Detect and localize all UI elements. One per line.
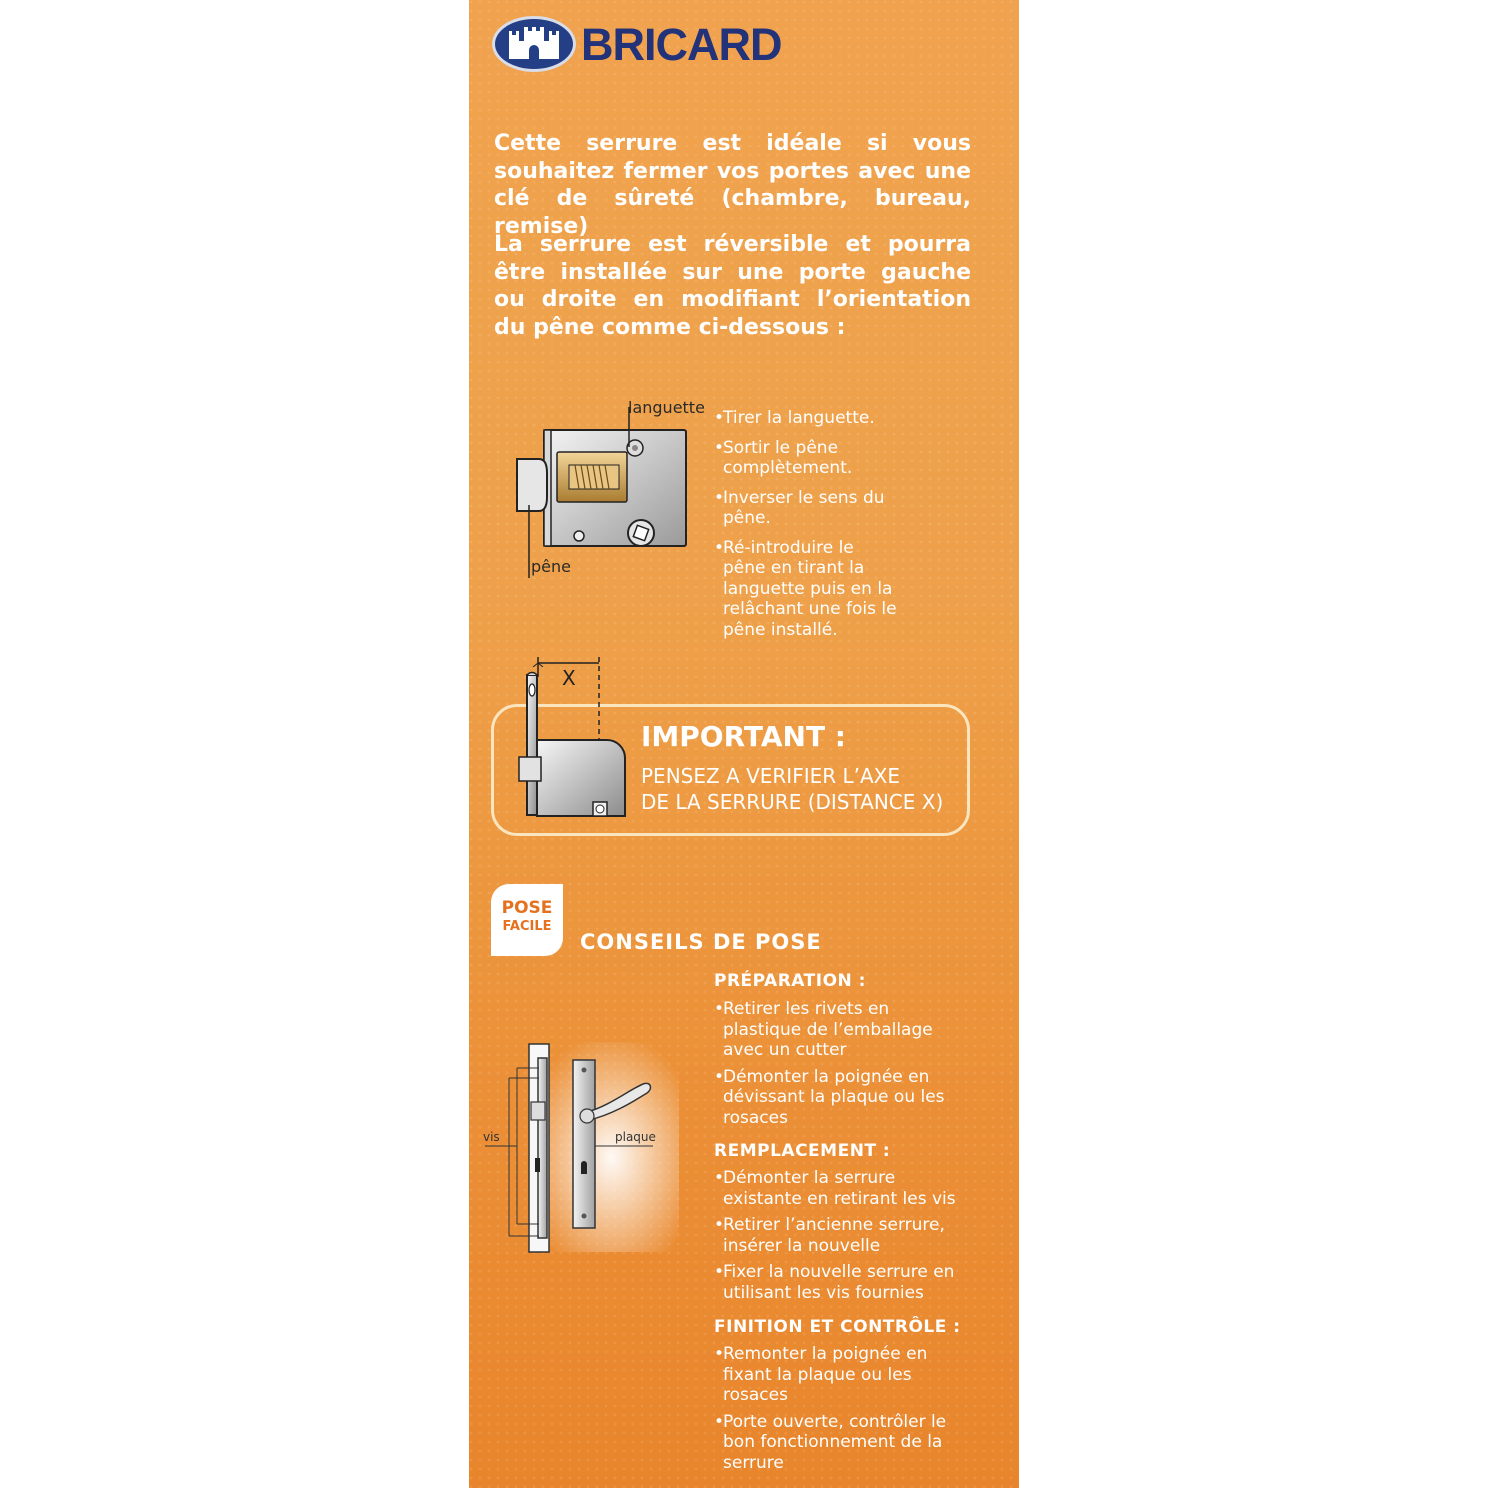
important-title: IMPORTANT : — [641, 720, 846, 753]
intro-paragraph-1: Cette serrure est idéale si vous souhaitez fermer vos portes avec une clé de sûreté (chambre, bureau, remise) — [494, 131, 971, 239]
list-item: • Démonter la poignée en dévissant la plaque ou les rosaces — [714, 1067, 964, 1129]
bricard-logo-emblem — [492, 16, 576, 72]
section-heading-finition: FINITION ET CONTRÔLE : — [714, 1317, 961, 1337]
step-item: • Sortir le pêne complètement. — [714, 438, 899, 479]
section-heading-remplacement: REMPLACEMENT : — [714, 1141, 891, 1161]
list-item: • Retirer l’ancienne serrure, insérer la nouvelle — [714, 1215, 964, 1256]
step-item: • Tirer la languette. — [714, 408, 899, 429]
languette-label: languette — [628, 398, 705, 417]
list-item: • Remonter la poignée en fixant la plaque ou les rosaces — [714, 1344, 964, 1406]
important-line-1: PENSEZ A VERIFIER L’AXE — [641, 764, 901, 788]
vis-label: vis — [483, 1130, 500, 1144]
pose-facile-badge — [491, 884, 563, 956]
brand-name: BRICARD — [581, 19, 782, 70]
list-item: • Porte ouverte, contrôler le bon fonctionnement de la serrure — [714, 1412, 964, 1474]
badge-line-2: FACILE — [502, 919, 552, 934]
distance-x-label: X — [562, 666, 576, 690]
list-item: • Démonter la serrure existante en retirant les vis — [714, 1168, 964, 1209]
important-text — [641, 763, 961, 815]
important-line-2: DE LA SERRURE (DISTANCE X) — [641, 790, 944, 814]
preparation-list — [714, 999, 964, 1134]
castle-icon — [507, 27, 561, 61]
list-item: • Retirer les rivets en plastique de l’emballage avec un cutter — [714, 999, 964, 1061]
finition-list — [714, 1344, 964, 1479]
conseils-title: CONSEILS DE POSE — [580, 930, 822, 954]
step-item: • Inverser le sens du pêne. — [714, 488, 899, 529]
plaque-label: plaque — [615, 1130, 656, 1144]
lock-axis-diagram — [511, 655, 641, 825]
list-item: • Fixer la nouvelle serrure en utilisant les vis fournies — [714, 1262, 964, 1303]
step-item: • Ré-introduire le pêne en tirant la languette puis en la relâchant une fois le pêne installé. — [714, 538, 899, 641]
lock-reverse-steps — [714, 408, 899, 649]
door-lock-installation-diagram — [483, 1040, 683, 1260]
badge-line-1: POSE — [501, 898, 553, 918]
packaging-panel — [469, 0, 1019, 1488]
intro-paragraph-2: La serrure est réversible et pourra être installée sur une porte gauche ou droite en modifiant l’orientation du pêne comme ci-dessous : — [494, 232, 971, 340]
section-heading-preparation: PRÉPARATION : — [714, 971, 866, 991]
pene-label: pêne — [531, 557, 571, 576]
remplacement-list — [714, 1168, 964, 1309]
